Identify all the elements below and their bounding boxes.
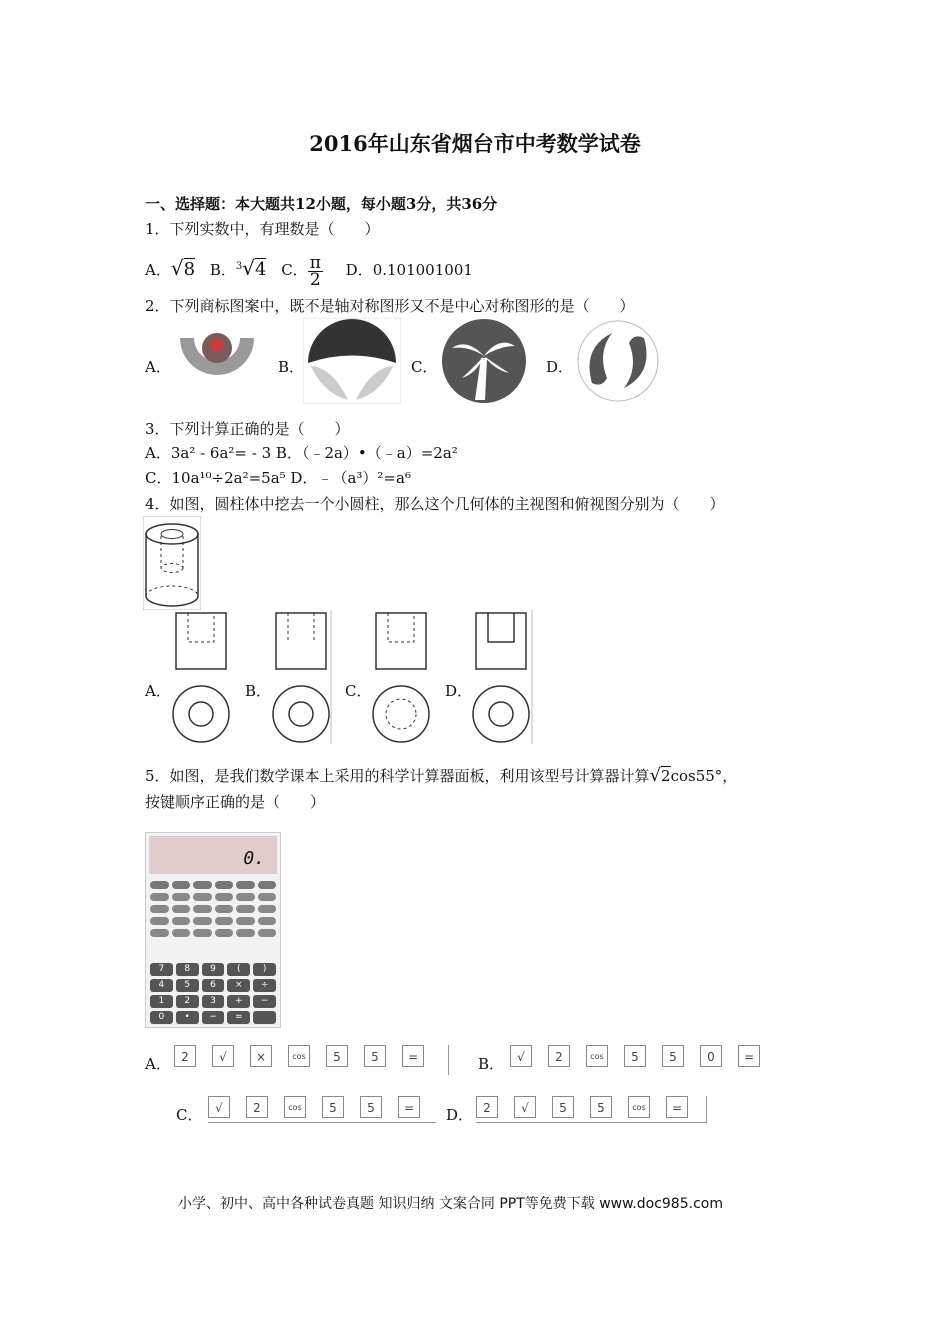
question-5-stem-line-1 bbox=[145, 765, 737, 786]
calculator-number-keys bbox=[150, 963, 276, 1024]
question-5-stem-line-2: 按键顺序正确的是（ ） bbox=[145, 793, 326, 811]
key-5: 5 bbox=[326, 1045, 348, 1067]
q4-label-a: A． bbox=[145, 682, 171, 700]
calc-key: − bbox=[202, 1011, 225, 1024]
key-equals: = bbox=[402, 1045, 424, 1067]
sqrt-symbol-icon: √ bbox=[242, 256, 255, 280]
calc-key bbox=[253, 1011, 276, 1024]
calc-key: 8 bbox=[176, 963, 199, 976]
calc-key: + bbox=[227, 995, 250, 1008]
question-1-stem: 1．下列实数中，有理数是（ ） bbox=[145, 220, 380, 238]
calc-key: 9 bbox=[202, 963, 225, 976]
key-cos: cos bbox=[586, 1045, 608, 1067]
question-1-options bbox=[145, 250, 473, 290]
key-equals: = bbox=[666, 1096, 688, 1118]
key-equals: = bbox=[738, 1045, 760, 1067]
key-0: 0 bbox=[700, 1045, 722, 1067]
q5-option-a-sequence bbox=[174, 1045, 449, 1075]
section-heading: 一、选择题：本大题共12小题，每小题3分，共36分 bbox=[145, 195, 498, 213]
q1-option-c-numerator: π bbox=[309, 252, 321, 273]
calc-key: = bbox=[227, 1011, 250, 1024]
q2-label-a: A． bbox=[145, 358, 171, 376]
q4-label-b: B． bbox=[245, 682, 272, 700]
q5-label-a: A． bbox=[145, 1055, 171, 1073]
question-4-stem: 4．如图，圆柱体中挖去一个小圆柱，那么这个几何体的主视图和俯视图分别为（ ） bbox=[145, 495, 725, 513]
q2-label-c: C． bbox=[411, 358, 438, 376]
question-2-stem: 2．下列商标图案中，既不是轴对称图形又不是中心对称图形的是（ ） bbox=[145, 297, 635, 315]
question-3-line-1: A．3a² - 6a²= - 3 B．（﹣2a）•（﹣a）=2a² bbox=[145, 444, 458, 462]
q1-option-c-fraction bbox=[308, 252, 323, 290]
key-5: 5 bbox=[624, 1045, 646, 1067]
q5-label-b: B． bbox=[478, 1055, 505, 1073]
logo-b-icon bbox=[303, 318, 401, 404]
q5-label-d: D． bbox=[446, 1106, 474, 1124]
calc-key: 3 bbox=[202, 995, 225, 1008]
q5-stem-radicand: 2 bbox=[661, 767, 671, 785]
q1-option-a-radicand: 8 bbox=[183, 259, 196, 280]
calc-key: 5 bbox=[176, 979, 199, 992]
calc-key: 0 bbox=[150, 1011, 173, 1024]
key-2: 2 bbox=[246, 1096, 268, 1118]
q5-option-c-sequence bbox=[208, 1096, 436, 1123]
q1-option-c-denominator: 2 bbox=[309, 269, 321, 290]
q4-option-c-views bbox=[370, 610, 432, 744]
calculator-display-value: 0. bbox=[243, 848, 265, 869]
hollow-cylinder-figure bbox=[143, 516, 201, 610]
key-sqrt: √ bbox=[208, 1096, 230, 1118]
key-5: 5 bbox=[322, 1096, 344, 1118]
logo-a-icon bbox=[170, 318, 264, 404]
key-5: 5 bbox=[552, 1096, 574, 1118]
question-3-stem: 3．下列计算正确的是（ ） bbox=[145, 420, 350, 438]
calculator-display bbox=[149, 836, 277, 874]
calc-key: × bbox=[227, 979, 250, 992]
q1-option-b-index: 3 bbox=[235, 261, 243, 272]
question-3-line-2: C．10a¹⁰÷2a²=5a⁵ D．﹣（a³）²=a⁶ bbox=[145, 469, 411, 487]
key-5: 5 bbox=[360, 1096, 382, 1118]
q2-label-d: D． bbox=[546, 358, 574, 376]
key-2: 2 bbox=[476, 1096, 498, 1118]
q1-option-c-label: C． bbox=[281, 261, 308, 279]
swirl-logo-icon bbox=[572, 318, 664, 404]
q5-stem-text-b: cos55°， bbox=[670, 767, 738, 785]
calc-key: 2 bbox=[176, 995, 199, 1008]
calc-key: 6 bbox=[202, 979, 225, 992]
page-title: 2016年山东省烟台市中考数学试卷 bbox=[309, 131, 641, 156]
key-2: 2 bbox=[548, 1045, 570, 1067]
calc-key: • bbox=[176, 1011, 199, 1024]
key-5: 5 bbox=[364, 1045, 386, 1067]
q1-option-a-label: A． bbox=[145, 261, 171, 279]
q1-option-b-label: B． bbox=[209, 261, 236, 279]
key-2: 2 bbox=[174, 1045, 196, 1067]
key-cos: cos bbox=[288, 1045, 310, 1067]
q5-stem-text-a: 5．如图，是我们数学课本上采用的科学计算器面板，利用该型号计算器计算 bbox=[145, 767, 650, 785]
key-5: 5 bbox=[662, 1045, 684, 1067]
key-sqrt: √ bbox=[212, 1045, 234, 1067]
q5-option-b-sequence bbox=[510, 1045, 776, 1067]
calc-key: ( bbox=[227, 963, 250, 976]
key-5: 5 bbox=[590, 1096, 612, 1118]
calc-key: ÷ bbox=[253, 979, 276, 992]
q4-label-c: C． bbox=[345, 682, 372, 700]
q5-option-d-sequence bbox=[476, 1096, 707, 1123]
calc-key: 1 bbox=[150, 995, 173, 1008]
key-equals: = bbox=[398, 1096, 420, 1118]
sqrt-symbol-icon: √ bbox=[170, 256, 184, 280]
calc-key: − bbox=[253, 995, 276, 1008]
q5-label-c: C． bbox=[176, 1106, 203, 1124]
calculator-function-keys bbox=[150, 881, 276, 959]
calc-key: ) bbox=[253, 963, 276, 976]
q2-label-b: B． bbox=[278, 358, 305, 376]
q4-label-d: D． bbox=[445, 682, 473, 700]
sqrt-symbol-icon: √ bbox=[649, 765, 662, 786]
q1-option-b-radicand: 4 bbox=[254, 259, 267, 280]
q4-option-a-views bbox=[170, 610, 232, 744]
key-cos: cos bbox=[628, 1096, 650, 1118]
key-cos: cos bbox=[284, 1096, 306, 1118]
calculator-panel bbox=[145, 832, 281, 1028]
key-multiply: × bbox=[250, 1045, 272, 1067]
key-sqrt: √ bbox=[510, 1045, 532, 1067]
palm-logo-icon bbox=[437, 318, 531, 404]
q1-option-d: D．0.101001001 bbox=[345, 261, 473, 279]
calc-key: 4 bbox=[150, 979, 173, 992]
calc-key: 7 bbox=[150, 963, 173, 976]
page-footer: 小学、初中、高中各种试卷真题 知识归纳 文案合同 PPT等免费下载 www.doc985.com bbox=[178, 1196, 723, 1212]
key-sqrt: √ bbox=[514, 1096, 536, 1118]
q4-option-b-views bbox=[270, 610, 332, 744]
q4-option-d-views bbox=[470, 610, 534, 744]
